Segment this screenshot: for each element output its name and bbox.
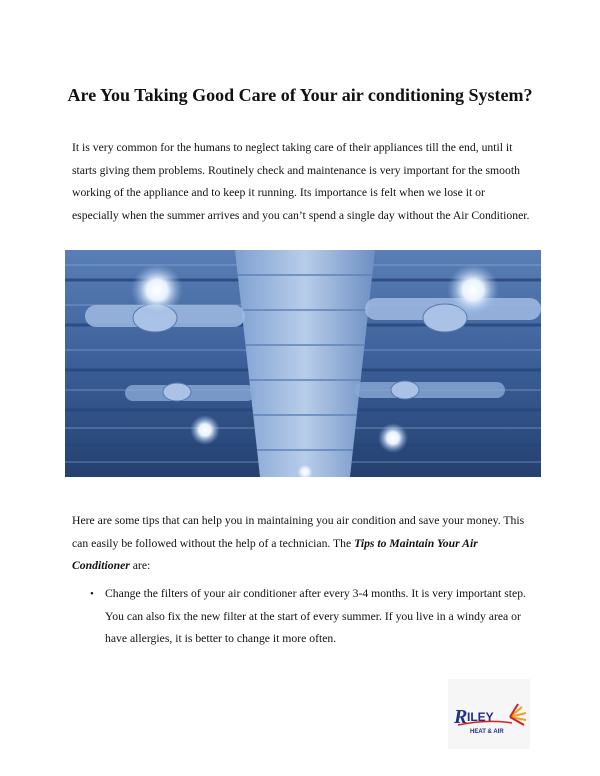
tips-list — [72, 583, 542, 651]
list-item — [72, 583, 542, 651]
svg-text:R: R — [454, 706, 468, 728]
bullet-icon: • — [90, 588, 94, 600]
tips-emphasis: Tips to Maintain Your Air Conditioner — [72, 536, 478, 573]
tips-paragraph — [72, 510, 534, 578]
page-title: Are You Taking Good Care of Your air conditioning System? — [67, 85, 533, 106]
intro-paragraph: It is very common for the humans to neglect taking care of their appliances till the end, until it starts giving them problems. Routinely check and maintenance is very important for the smooth working of the appliance and to keep it running. Its importance is felt when we lose it or especially when the summer arrives and you can’t spend a single day without the Air Conditioner. — [72, 141, 530, 222]
tips-text-after: are: — [129, 559, 151, 573]
tips-text-before: Here are some tips that can help you in maintaining you air condition and save your money. This can easily be followed without the help of a technician. The — [72, 514, 525, 550]
list-item-text: Change the filters of your air conditioner after every 3-4 months. It is very important step. You can also fix the new filter at the start of every summer. If you live in a windy area or have allergies, it is better to change it more often. — [105, 587, 526, 646]
svg-text:ILEY: ILEY — [467, 710, 494, 724]
air-duct-photo — [65, 250, 541, 477]
riley-heat-air-logo — [448, 679, 530, 749]
svg-text:HEAT & AIR: HEAT & AIR — [470, 729, 504, 735]
